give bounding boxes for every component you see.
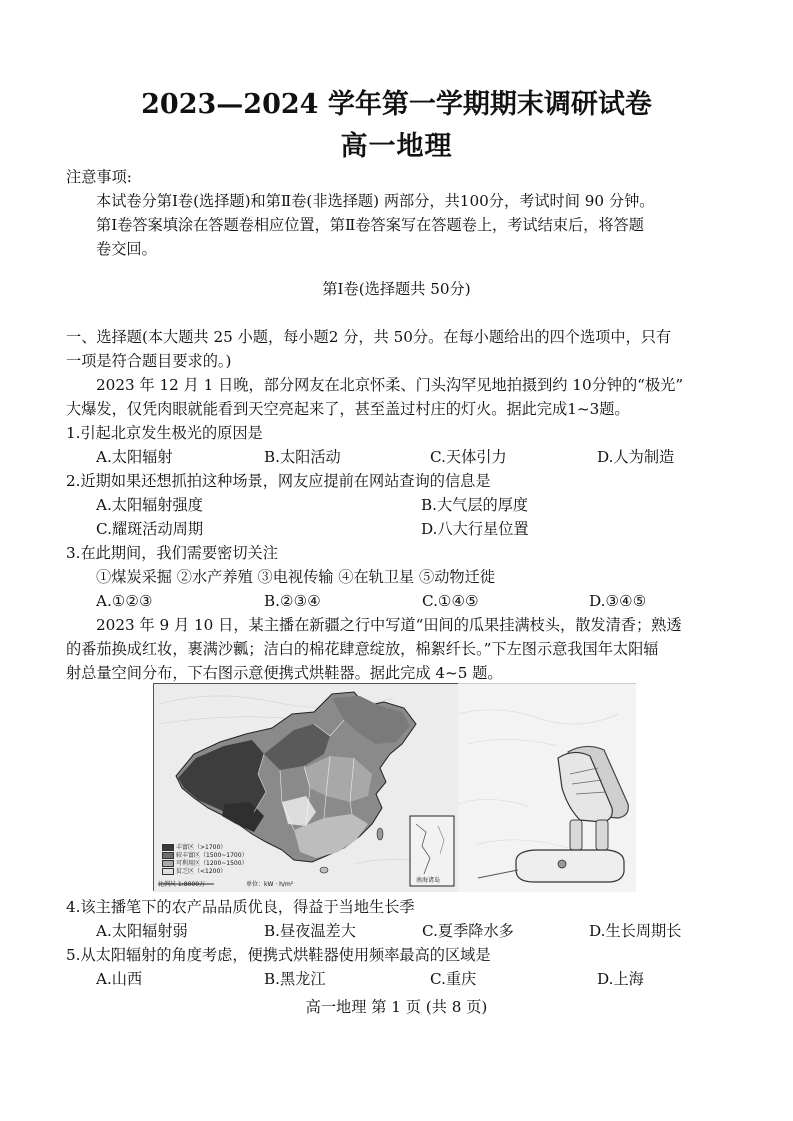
legend-item-poor: [162, 868, 226, 875]
notice-label: 注意事项:: [66, 168, 132, 186]
section-instructions: 一项是符合题目要求的。): [66, 352, 232, 370]
question-2-options-row1: [0, 493, 793, 517]
legend-item-rich: [162, 844, 226, 851]
option-a: A.太阳辐射强度: [96, 496, 203, 514]
option-d: D.八大行星位置: [421, 520, 529, 538]
option-b: B.大气层的厚度: [421, 496, 529, 514]
solar-radiation-map: [153, 683, 458, 891]
legend-swatch: [162, 860, 174, 867]
question-5-stem: 5.从太阳辐射的角度考虑，便携式烘鞋器使用频率最高的区域是: [66, 946, 491, 964]
option-c: C.重庆: [430, 970, 477, 988]
map-scale: 比例尺 1:8000万: [158, 881, 206, 888]
option-a: A.太阳辐射弱: [96, 922, 188, 940]
notice-line: 第Ⅰ卷答案填涂在答题卷相应位置，第Ⅱ卷答案写在答题卷上，考试结束后，将答题: [96, 216, 644, 234]
question-1-options: [0, 445, 793, 469]
notice-line: 本试卷分第Ⅰ卷(选择题)和第Ⅱ卷(非选择题) 两部分，共100分，考试时间 90 分钟。: [96, 192, 655, 210]
section-instructions: 一、选择题(本大题共 25 小题，每小题2 分，共 50分。在每小题给出的四个选项中，只有: [66, 328, 672, 346]
question-stem-intro: 大爆发，仅凭肉眼就能看到天空亮起来了，甚至盖过村庄的灯火。据此完成1~3题。: [66, 400, 630, 418]
option-d: D.生长周期长: [589, 922, 682, 940]
legend-swatch: [162, 868, 174, 875]
question-4-stem: 4.该主播笔下的农产品品质优良，得益于当地生长季: [66, 898, 415, 916]
option-c: C.夏季降水多: [422, 922, 514, 940]
question-5-options: [0, 967, 793, 991]
question-stem-intro: 2023 年 12 月 1 日晚，部分网友在北京怀柔、门头沟罕见地拍摄到约 10分钟的“极光”: [96, 376, 684, 394]
question-1-stem: 1.引起北京发生极光的原因是: [66, 424, 263, 442]
inset-label: 南海诸岛: [416, 877, 441, 884]
option-d: D.③④⑤: [589, 592, 647, 610]
option-a: A.山西: [96, 970, 143, 988]
notice-line: 卷交回。: [96, 240, 157, 258]
question-2-options-row2: [0, 517, 793, 541]
question-stem-intro: 射总量空间分布，下右图示意便携式烘鞋器。据此完成 4~5 题。: [66, 664, 503, 682]
question-3-options: [0, 589, 793, 613]
part1-title: 第Ⅰ卷(选择题共 50分): [322, 280, 471, 298]
legend-swatch: [162, 852, 174, 859]
question-3-stem: 3.在此期间，我们需要密切关注: [66, 544, 278, 562]
option-a: A.太阳辐射: [96, 448, 173, 466]
legend-swatch: [162, 844, 174, 851]
question-4-options: [0, 919, 793, 943]
option-d: D.人为制造: [597, 448, 675, 466]
question-stem-intro: 的番茄换成红妆，裹满沙瓤；洁白的棉花肆意绽放，棉絮纤长。”下左图示意我国年太阳辐: [66, 640, 659, 658]
exam-subject: 高一地理: [340, 131, 453, 162]
figure: [153, 683, 636, 891]
option-c: C.耀斑活动周期: [96, 520, 204, 538]
option-a: A.①②③: [96, 592, 153, 610]
exam-title: 2023—2024 学年第一学期期末调研试卷: [141, 89, 652, 120]
shoe-dryer-graphic: [458, 684, 636, 892]
shoe-dryer-photo: [458, 683, 636, 891]
question-3-items: ①煤炭采掘 ②水产养殖 ③电视传输 ④在轨卫星 ⑤动物迁徙: [96, 568, 495, 586]
legend-label: 丰富区（>1700）: [176, 844, 227, 851]
option-c: C.天体引力: [430, 448, 507, 466]
option-b: B.黑龙江: [264, 970, 326, 988]
option-c: C.①④⑤: [422, 592, 479, 610]
option-b: B.太阳活动: [264, 448, 341, 466]
legend-item-fairly-rich: [162, 852, 248, 859]
option-b: B.昼夜温差大: [264, 922, 356, 940]
question-stem-intro: 2023 年 9 月 10 日，某主播在新疆之行中写道“田间的瓜果挂满枝头，散发清香；熟透: [96, 616, 682, 634]
map-unit: 单位：kW · h/m²: [246, 881, 294, 888]
question-2-stem: 2.近期如果还想抓拍这种场景，网友应提前在网站查询的信息是: [66, 472, 491, 490]
legend-item-usable: [162, 860, 248, 867]
legend-label: 较丰富区（1500~1700）: [176, 852, 248, 859]
legend-label: 贫乏区（<1200）: [176, 868, 227, 875]
legend-label: 可利用区（1200~1500）: [176, 860, 248, 867]
option-d: D.上海: [597, 970, 644, 988]
option-b: B.②③④: [264, 592, 321, 610]
page-footer: 高一地理 第 1 页 (共 8 页): [305, 998, 488, 1016]
